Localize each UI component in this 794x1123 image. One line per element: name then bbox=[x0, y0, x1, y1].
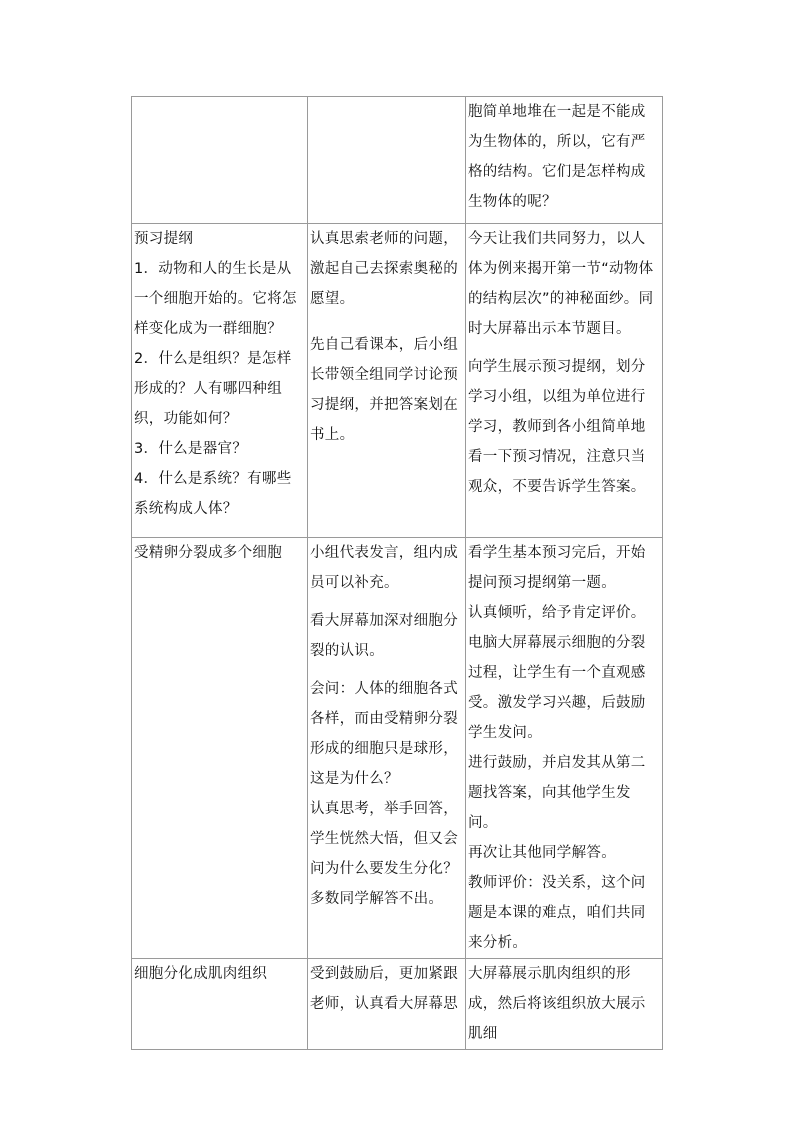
cell-text: 小组代表发言，组内成员可以补充。 bbox=[310, 545, 458, 591]
cell-text: 看学生基本预习完后，开始提问预习提纲第一题。 bbox=[468, 545, 646, 591]
cell-text: 看大屏幕加深对细胞分裂的认识。 bbox=[310, 613, 458, 659]
cell-text: 电脑大屏幕展示细胞的分裂过程，让学生有一个直观感受。激发学习兴趣，后鼓励学生发问。 bbox=[468, 635, 646, 741]
table-cell bbox=[132, 97, 308, 224]
cell-text: 先自己看课本，后小组长带领全组同学讨论预习提纲，并把答案划在书上。 bbox=[310, 337, 458, 443]
cell-text: 今天让我们共同努力，以人体为例来揭开第一节“动物体的结构层次”的神秘面纱。同时大屏幕出示本节题目。 bbox=[468, 231, 654, 337]
table-cell bbox=[466, 959, 663, 1050]
cell-text: 会问：人体的细胞各式各样，而由受精卵分裂形成的细胞只是球形，这是为什么？ bbox=[310, 681, 458, 787]
cell-text: 进行鼓励，并启发其从第二题找答案，向其他学生发问。 bbox=[468, 755, 646, 831]
cell-text: 预习提纲 bbox=[134, 231, 194, 247]
table-cell bbox=[308, 959, 466, 1050]
table-cell bbox=[308, 224, 466, 538]
table-cell bbox=[132, 224, 308, 538]
cell-text: 再次让其他同学解答。 bbox=[468, 845, 616, 861]
table-row bbox=[132, 224, 663, 538]
table-cell bbox=[466, 538, 663, 959]
cell-text: 胞简单地堆在一起是不能成为生物体的，所以，它有严格的结构。它们是怎样构成生物体的呢？ bbox=[468, 104, 646, 210]
lesson-plan-table bbox=[131, 96, 663, 1050]
table-cell bbox=[132, 538, 308, 959]
cell-text: 教师评价：没关系，这个问题是本课的难点，咱们共同来分析。 bbox=[468, 875, 646, 951]
table-row bbox=[132, 959, 663, 1050]
cell-text: 认真倾听，给予肯定评价。 bbox=[468, 605, 646, 621]
cell-text: 认真思索老师的问题，激起自己去探索奥秘的愿望。 bbox=[310, 231, 458, 307]
cell-text: 1．动物和人的生长是从一个细胞开始的。它将怎样变化成为一群细胞？ bbox=[134, 261, 297, 337]
table-cell bbox=[308, 97, 466, 224]
cell-text: 大屏幕展示肌肉组织的形成，然后将该组织放大展示肌细 bbox=[468, 966, 646, 1042]
cell-text: 4．什么是系统？有哪些系统构成人体？ bbox=[134, 471, 292, 517]
cell-text: 2．什么是组织？是怎样形成的？人有哪四种组织，功能如何？ bbox=[134, 351, 292, 427]
cell-text: 向学生展示预习提纲，划分学习小组，以组为单位进行学习，教师到各小组简单地看一下预习情况，注意只当观众，不要告诉学生答案。 bbox=[468, 359, 646, 495]
table-cell bbox=[132, 959, 308, 1050]
cell-text: 受到鼓励后，更加紧跟老师，认真看大屏幕思 bbox=[310, 966, 458, 1012]
table-row bbox=[132, 97, 663, 224]
cell-text: 3．什么是器官？ bbox=[134, 441, 248, 457]
cell-text: 认真思考，举手回答，学生恍然大悟，但又会问为什么要发生分化？多数同学解答不出。 bbox=[310, 801, 458, 907]
table-cell bbox=[466, 224, 663, 538]
table-cell bbox=[308, 538, 466, 959]
table-cell bbox=[466, 97, 663, 224]
table-row bbox=[132, 538, 663, 959]
cell-text: 细胞分化成肌肉组织 bbox=[134, 966, 268, 982]
cell-text: 受精卵分裂成多个细胞 bbox=[134, 545, 282, 561]
